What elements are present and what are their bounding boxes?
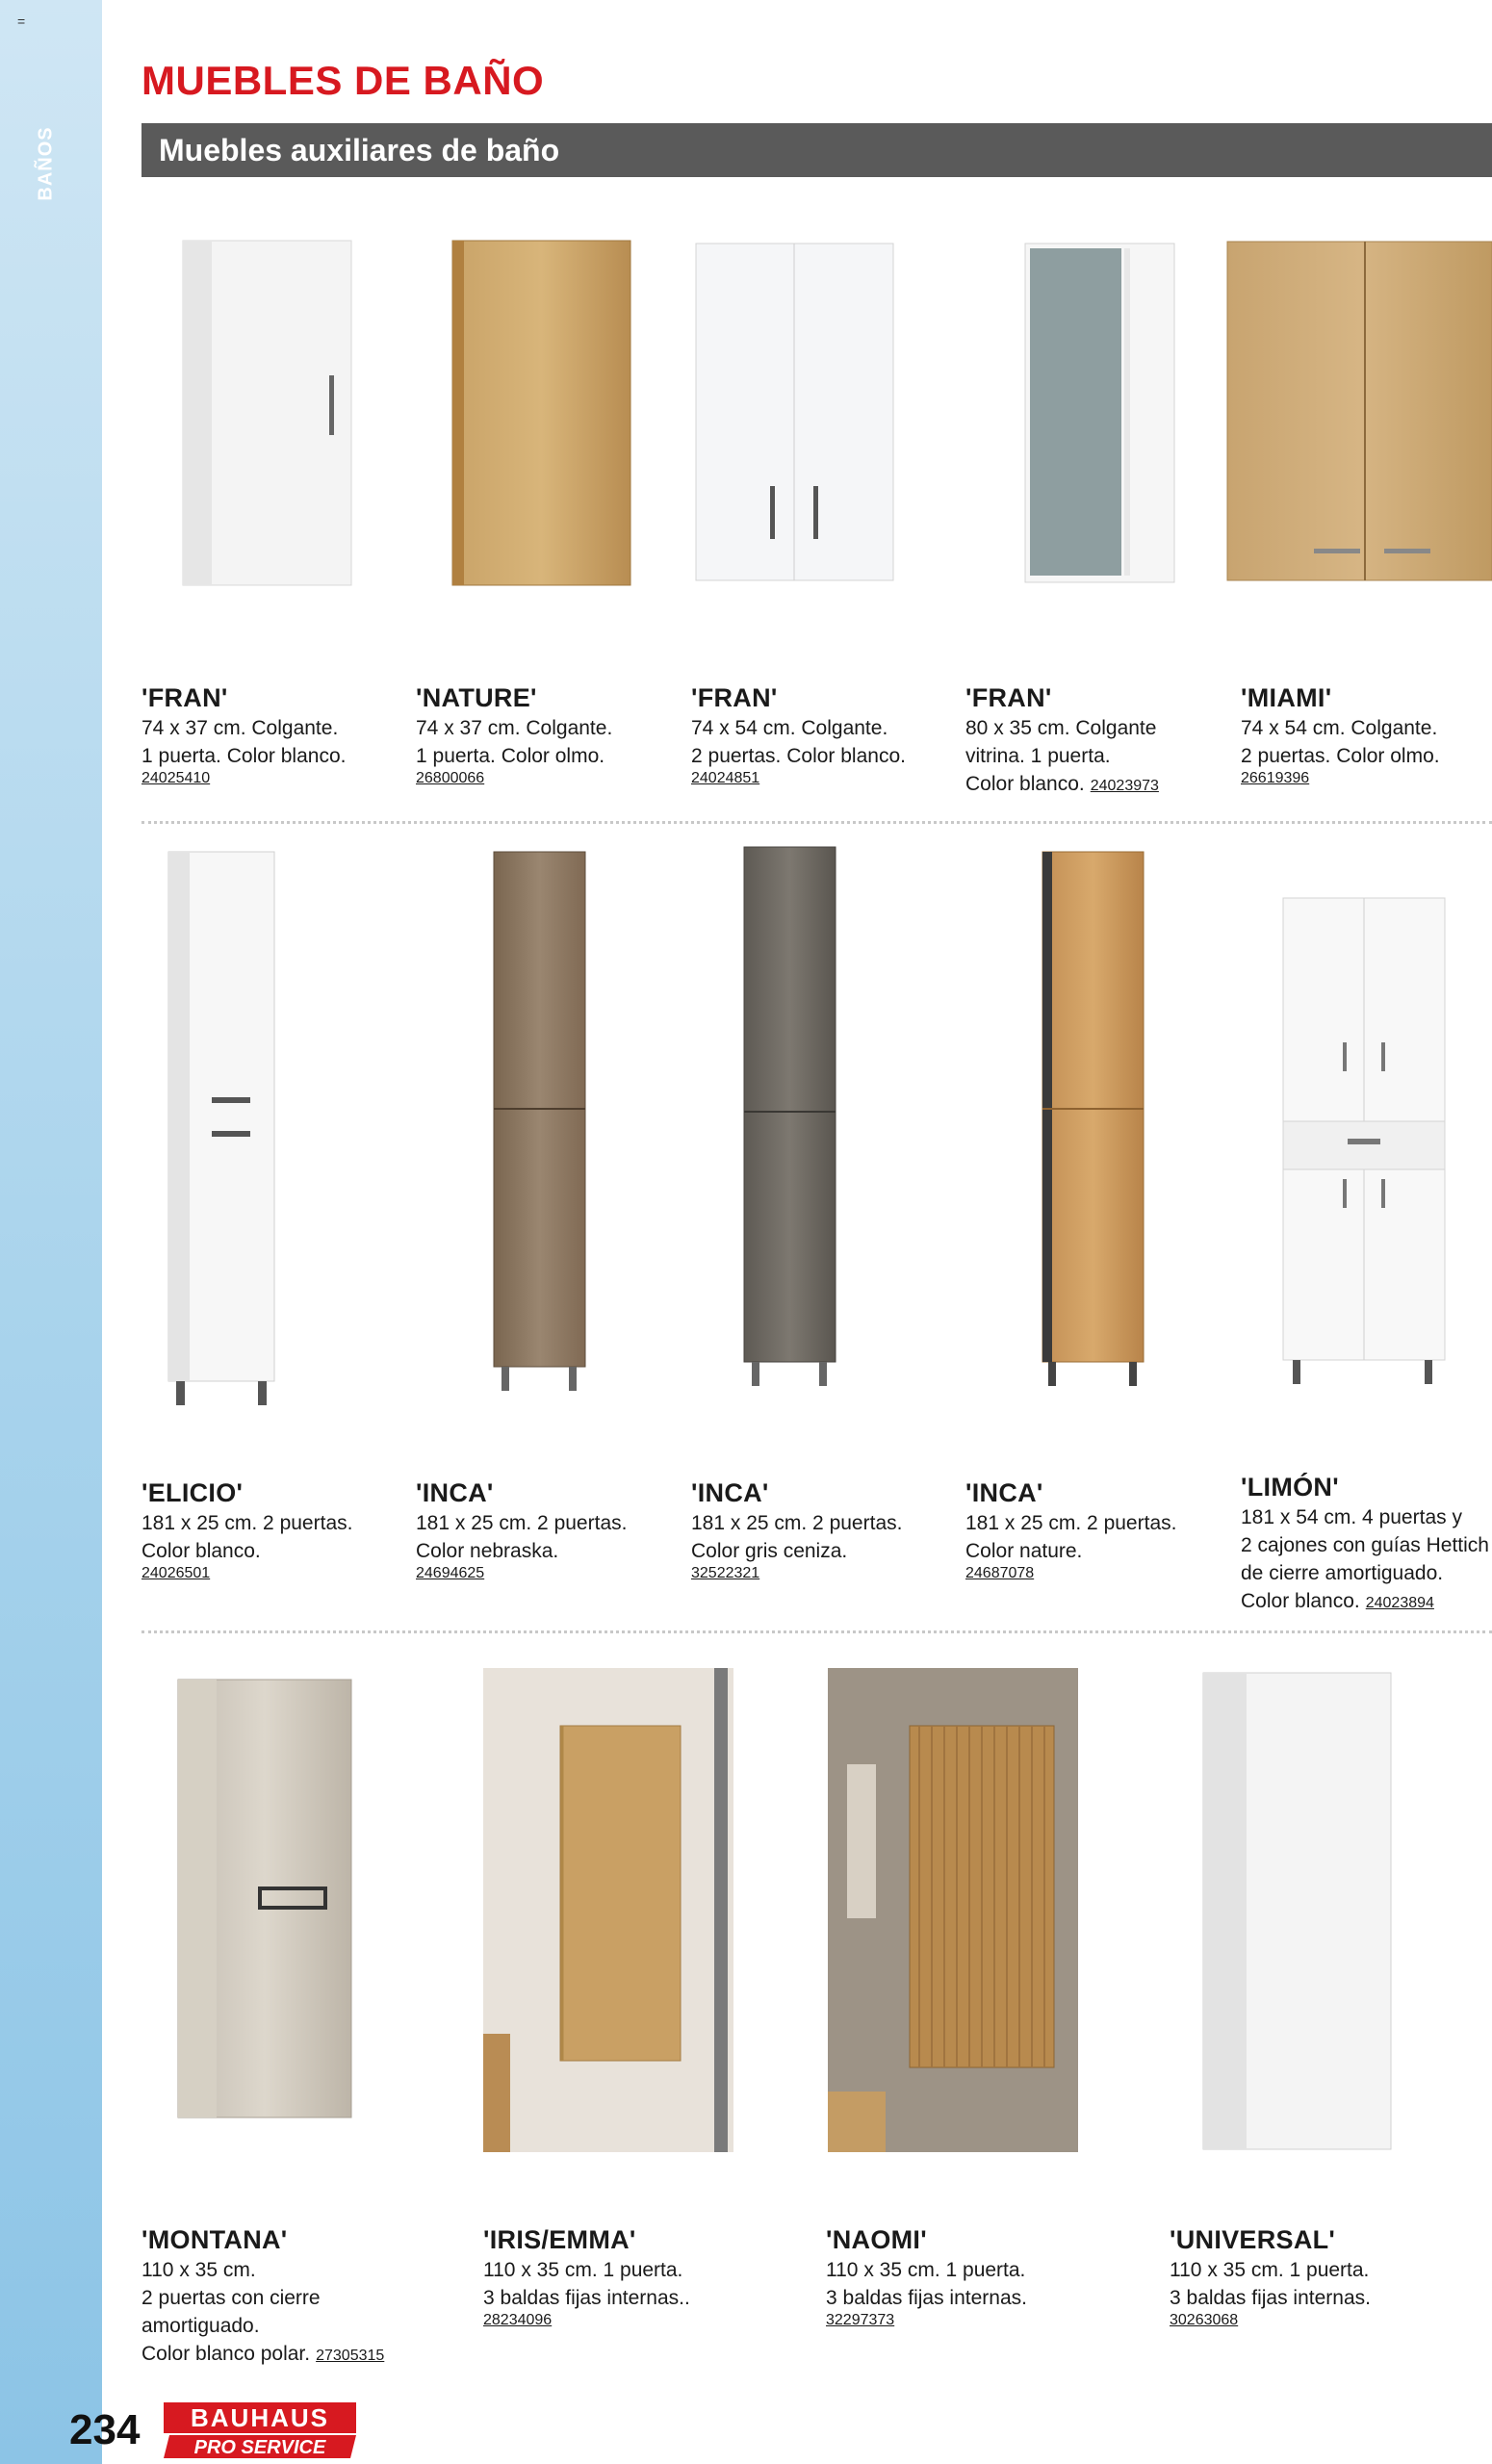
bauhaus-logo: [164, 2402, 356, 2460]
product-info: [416, 681, 676, 787]
product-image: [1198, 1668, 1396, 2154]
product-name: 'ELICIO': [141, 1478, 244, 1507]
product-desc-line: [141, 2340, 401, 2370]
product-desc-line: 2 puertas. Color olmo.: [1241, 745, 1440, 767]
section-title: Muebles auxiliares de baño: [159, 133, 560, 167]
product-ref[interactable]: 32297373: [826, 2312, 895, 2328]
product-ref[interactable]: 24024851: [691, 770, 760, 786]
product-desc-line: 181 x 25 cm. 2 puertas.: [416, 1512, 628, 1534]
row-divider: [141, 821, 1492, 824]
product-desc-text: Color blanco polar.: [141, 2343, 311, 2365]
product-info: [141, 681, 401, 787]
row-divider: [141, 1630, 1492, 1633]
product-desc-line: 3 baldas fijas internas.: [1170, 2287, 1371, 2309]
logo-bottom-text: PRO SERVICE: [193, 2437, 326, 2458]
product-desc-line: 181 x 54 cm. 4 puertas y: [1241, 1506, 1462, 1528]
product-desc-line: Color nebraska.: [416, 1540, 559, 1562]
product-desc-line: 74 x 37 cm. Colgante.: [416, 717, 613, 739]
corner-mark: =: [17, 13, 26, 29]
product-info: [965, 1476, 1225, 1582]
product-info: [965, 681, 1225, 800]
product-info: [1170, 2223, 1429, 2329]
product-image: [828, 1668, 1078, 2152]
product-desc-line: 181 x 25 cm. 2 puertas.: [141, 1512, 353, 1534]
product-name: 'INCA': [965, 1478, 1043, 1507]
product-desc-line: 1 puerta. Color blanco.: [141, 745, 347, 767]
product-desc-line: 74 x 54 cm. Colgante.: [691, 717, 888, 739]
product-info: [691, 681, 951, 787]
product-image: [1275, 890, 1449, 1391]
product-image: [486, 847, 592, 1396]
page-title: MUEBLES DE BAÑO: [141, 58, 545, 103]
product-name: 'FRAN': [965, 683, 1052, 712]
product-info: [826, 2223, 1086, 2329]
product-name: 'MIAMI': [1241, 683, 1332, 712]
product-info: [483, 2223, 743, 2329]
product-name: 'NAOMI': [826, 2225, 927, 2254]
product-desc-line: 110 x 35 cm.: [141, 2259, 256, 2281]
product-image: [1035, 847, 1150, 1396]
product-ref[interactable]: 28234096: [483, 2312, 553, 2328]
product-image: [159, 847, 284, 1410]
product-info: [141, 2223, 401, 2370]
product-desc-line: 2 cajones con guías Hettich: [1241, 1534, 1489, 1556]
product-info: [141, 1476, 401, 1582]
product-name: 'UNIVERSAL': [1170, 2225, 1336, 2254]
product-image: [443, 236, 635, 592]
product-ref[interactable]: 26619396: [1241, 770, 1310, 786]
side-section-label: BAÑOS: [35, 126, 57, 201]
product-ref[interactable]: 24694625: [416, 1565, 485, 1581]
product-desc-line: Color blanco.: [141, 1540, 261, 1562]
product-name: 'FRAN': [691, 683, 778, 712]
product-desc-line: [1241, 1587, 1492, 1617]
product-info: [1241, 1471, 1492, 1617]
product-ref[interactable]: 30263068: [1170, 2312, 1239, 2328]
product-ref[interactable]: 24026501: [141, 1565, 211, 1581]
product-name: 'LIMÓN': [1241, 1473, 1339, 1502]
product-desc-line: 80 x 35 cm. Colgante: [965, 717, 1157, 739]
side-strip: [0, 0, 102, 2464]
product-ref[interactable]: 24025410: [141, 770, 211, 786]
page-number: 234: [69, 2406, 141, 2453]
product-ref[interactable]: 24023894: [1365, 1595, 1434, 1611]
product-desc-line: vitrina. 1 puerta.: [965, 745, 1111, 767]
product-name: 'INCA': [416, 1478, 494, 1507]
product-name: 'IRIS/EMMA': [483, 2225, 636, 2254]
product-ref[interactable]: 27305315: [316, 2348, 385, 2364]
product-desc-line: Color nature.: [965, 1540, 1083, 1562]
product-desc-line: 181 x 25 cm. 2 puertas.: [965, 1512, 1177, 1534]
product-image: [1020, 241, 1184, 587]
product-desc-line: 74 x 54 cm. Colgante.: [1241, 717, 1438, 739]
product-desc-line: 3 baldas fijas internas..: [483, 2287, 690, 2309]
product-info: [1241, 681, 1492, 787]
product-desc-line: 110 x 35 cm. 1 puerta.: [483, 2259, 683, 2281]
product-desc-line: 110 x 35 cm. 1 puerta.: [1170, 2259, 1370, 2281]
product-info: [691, 1476, 951, 1582]
product-image: [693, 241, 900, 587]
product-desc-line: 3 baldas fijas internas.: [826, 2287, 1027, 2309]
product-desc-line: 2 puertas con cierre: [141, 2287, 321, 2309]
product-ref[interactable]: 32522321: [691, 1565, 760, 1581]
product-desc-text: Color blanco.: [965, 773, 1085, 795]
logo-top-text: BAUHAUS: [191, 2403, 329, 2432]
product-image: [173, 1675, 356, 2122]
product-desc-line: 2 puertas. Color blanco.: [691, 745, 906, 767]
product-image: [173, 236, 366, 592]
product-name: 'MONTANA': [141, 2225, 288, 2254]
product-desc-line: 74 x 37 cm. Colgante.: [141, 717, 339, 739]
product-image: [483, 1668, 733, 2152]
product-image: [736, 842, 842, 1391]
product-desc-text: Color blanco.: [1241, 1590, 1360, 1612]
product-desc-line: 181 x 25 cm. 2 puertas.: [691, 1512, 903, 1534]
product-desc-line: [965, 770, 1225, 800]
section-bar: [141, 123, 1492, 177]
product-name: 'NATURE': [416, 683, 537, 712]
product-desc-line: 110 x 35 cm. 1 puerta.: [826, 2259, 1026, 2281]
product-name: 'INCA': [691, 1478, 769, 1507]
product-ref[interactable]: 26800066: [416, 770, 485, 786]
product-info: [416, 1476, 676, 1582]
product-ref[interactable]: 24023973: [1090, 778, 1159, 794]
product-desc-line: de cierre amortiguado.: [1241, 1562, 1444, 1584]
product-name: 'FRAN': [141, 683, 228, 712]
product-desc-line: amortiguado.: [141, 2315, 260, 2337]
product-image: [1222, 239, 1492, 585]
product-desc-line: 1 puerta. Color olmo.: [416, 745, 605, 767]
product-desc-line: Color gris ceniza.: [691, 1540, 848, 1562]
product-ref[interactable]: 24687078: [965, 1565, 1035, 1581]
